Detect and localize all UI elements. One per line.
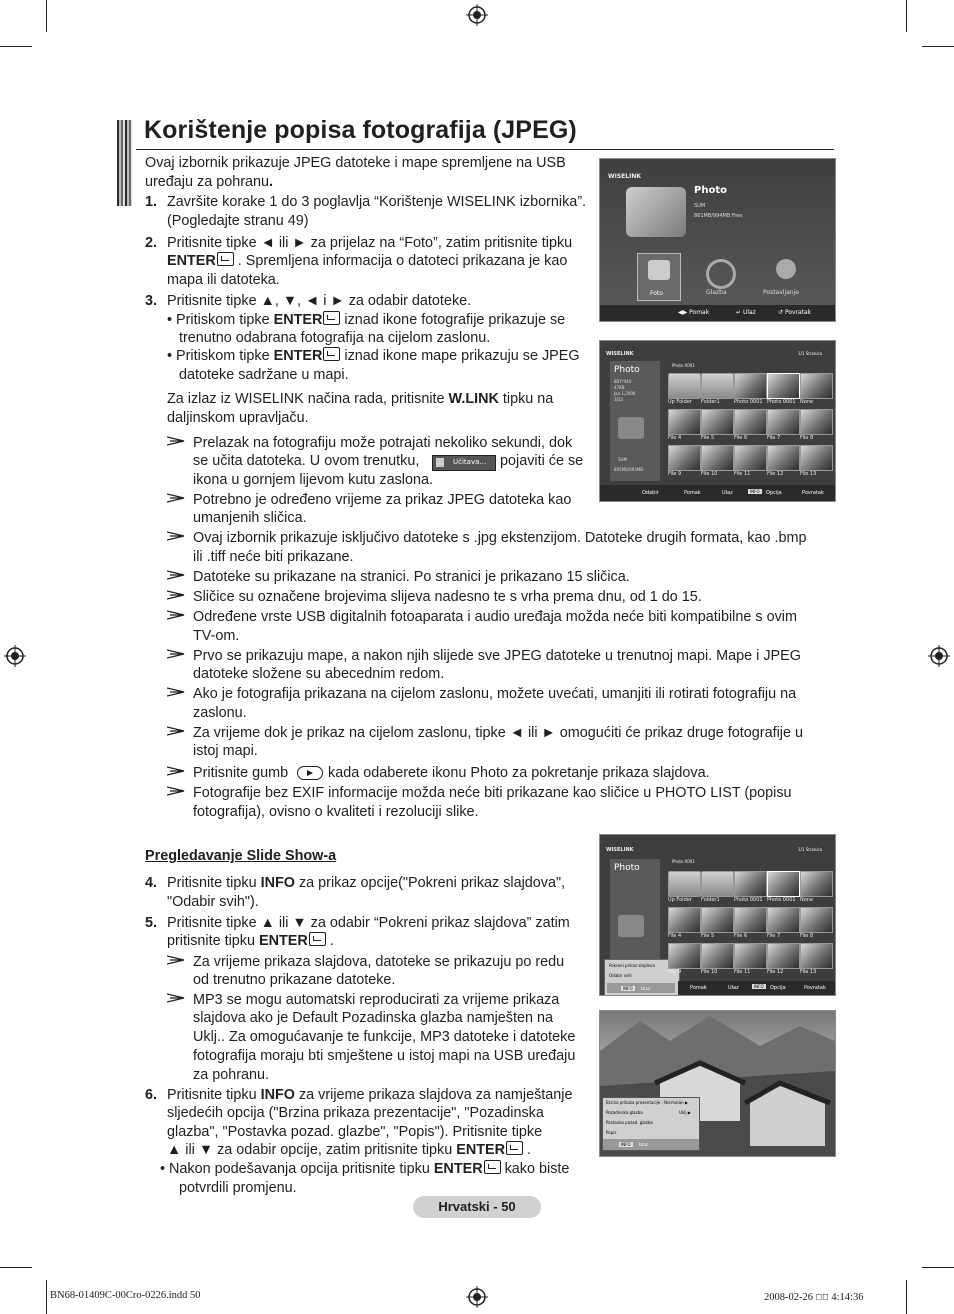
enter-icon bbox=[484, 1160, 501, 1174]
crop-mark bbox=[922, 1267, 954, 1268]
crop-mark bbox=[906, 1280, 907, 1314]
nav-pomak: Pomak bbox=[690, 985, 707, 991]
crop-mark bbox=[906, 0, 907, 32]
thumbnail-caption: File 11 bbox=[734, 969, 751, 975]
note-text: Ako je fotografija prikazana na cijelom zaslonu, možete uvećati, umanjiti ili rotirati fotografiju na bbox=[193, 686, 797, 702]
photo-thumbnail[interactable] bbox=[668, 445, 701, 471]
note-text: od trenutno prikazane datoteke. bbox=[193, 972, 396, 988]
thumbnail-caption: None bbox=[800, 897, 814, 903]
print-slug-date: 2008-02-26 ﾿﾿ 4:14:36 bbox=[764, 1292, 864, 1303]
step-text: Pritisnite tipke ▲, ▼, ◄ i ► za odabir datoteke. bbox=[167, 293, 472, 309]
tab-foto[interactable]: Foto bbox=[637, 253, 681, 301]
info-panel: Photo bbox=[610, 859, 660, 959]
note-text: za pohranu. bbox=[193, 1067, 270, 1083]
intro-line: Ovaj izbornik prikazuje JPEG datoteke i mape spremljene na USB bbox=[145, 155, 566, 171]
thumbnail-caption: File 6 bbox=[734, 933, 748, 939]
note-text: umanjenih sličica. bbox=[193, 510, 307, 526]
note-text: Uklj.. Za omogućavanje te funkcije, MP3 datoteke i datoteke bbox=[193, 1029, 576, 1045]
thumbnail-caption: Photo 0001 bbox=[767, 399, 796, 405]
note-text: pojaviti će se bbox=[500, 453, 584, 469]
info-badge: INFO bbox=[623, 986, 633, 991]
note-text: Za vrijeme dok je prikaz na cijelom zaslonu, tipke ◄ ili ► omogućiti će prikaz druge fotografije u bbox=[193, 725, 803, 741]
photo-thumbnail[interactable] bbox=[767, 871, 800, 897]
photo-thumbnail[interactable] bbox=[767, 373, 800, 399]
screen-navbar bbox=[600, 305, 835, 321]
thumbnail-caption: File 4 bbox=[668, 933, 682, 939]
enter-icon bbox=[309, 932, 326, 946]
photo-thumbnail[interactable] bbox=[668, 943, 701, 969]
step-number: 4. bbox=[145, 875, 158, 891]
note-text: MP3 se mogu automatski reproducirati za vrijeme prikaza bbox=[193, 992, 560, 1008]
step-text: ▲ ili ▼ za odabir opcije, zatim pritisnite tipku ENTER . bbox=[167, 1142, 532, 1158]
crop-mark bbox=[46, 1280, 47, 1314]
exit-text: Za izlaz iz WISELINK načina rada, pritisnite W.LINK tipku na bbox=[167, 391, 554, 407]
note-text: se učita datoteka. U ovom trenutku, bbox=[193, 453, 420, 469]
note-arrow-icon bbox=[167, 993, 185, 1003]
title-rule bbox=[136, 149, 834, 150]
photo-list-menu-screen: WISELINK 1/1 Stranica Photo Photo 0001 Pokreni prikaz slajdova Odabir svih INFO Izlaz Pomak Ulaz INFO Opcija Povratak Up Folder Folder1 Photo 0001 Photo 0001 None File 4 File 5 File 6 File 7 File 8 File 9 File 10 File 11 File 12 File 13 bbox=[599, 834, 836, 996]
crop-mark bbox=[0, 1267, 32, 1268]
step-number: 1. bbox=[145, 194, 158, 210]
wiselink-logo: WISELINK bbox=[608, 173, 641, 180]
crop-mark bbox=[0, 46, 32, 47]
note-arrow-icon bbox=[167, 493, 185, 503]
loading-badge: Učitava... bbox=[432, 455, 496, 471]
note-text: Datoteke su prikazane na stranici. Po stranici je prikazano 15 sličica. bbox=[193, 569, 630, 585]
note-text: Za vrijeme prikaza slajdova, datoteke se prikazuju po redu bbox=[193, 954, 565, 970]
thumbnail-caption: File 4 bbox=[668, 435, 682, 441]
hourglass-icon bbox=[436, 458, 444, 467]
nav-ulaz: Ulaz bbox=[722, 490, 733, 496]
nav-odabir: Odabir bbox=[642, 490, 659, 496]
thumbnail-caption: File 12 bbox=[767, 969, 784, 975]
exit-text: daljinskom upravljaču. bbox=[167, 410, 309, 426]
thumbnail-caption: Photo 0001 bbox=[767, 897, 796, 903]
title-decoration bbox=[117, 120, 132, 206]
thumbnail-caption: None bbox=[800, 399, 814, 405]
nav-ulaz: ↵ Ulaz bbox=[736, 309, 756, 316]
photo-icon bbox=[648, 260, 670, 280]
step-text: pritisnite tipku ENTER . bbox=[167, 933, 334, 949]
note-text: ili .tiff neće biti prikazane. bbox=[193, 549, 354, 565]
note-text: ikona u gornjem lijevom kutu zaslona. bbox=[193, 472, 433, 488]
wiselink-logo: WISELINK bbox=[606, 351, 634, 357]
thumbnail-caption: File 9 bbox=[668, 471, 682, 477]
tab-glazba[interactable]: Glazba bbox=[706, 289, 727, 296]
note-arrow-icon bbox=[167, 687, 185, 697]
nav-opcija: Opcija bbox=[766, 490, 782, 496]
thumbnail-caption: File 5 bbox=[701, 435, 715, 441]
registration-mark-icon bbox=[4, 645, 26, 667]
photo-thumbnail[interactable] bbox=[800, 871, 833, 897]
note-arrow-icon bbox=[167, 786, 185, 796]
crop-mark bbox=[46, 0, 47, 32]
note-text: Fotografije bez EXIF informacije možda neće biti prikazane kao sličice u PHOTO LIST (popisu bbox=[193, 785, 792, 801]
photo-thumbnail[interactable] bbox=[800, 445, 833, 471]
nav-pomak: Pomak bbox=[684, 490, 701, 496]
note-arrow-icon bbox=[167, 590, 185, 600]
note-text: datoteke složene su abecednim redom. bbox=[193, 666, 445, 682]
enter-icon bbox=[506, 1141, 523, 1155]
photo-thumbnail[interactable] bbox=[800, 409, 833, 435]
step-number: 3. bbox=[145, 293, 158, 309]
nav-info-badge: INFO bbox=[754, 984, 764, 989]
photo-thumbnail[interactable] bbox=[734, 373, 767, 399]
thumbnail-caption: File 7 bbox=[767, 435, 781, 441]
photo-thumbnail[interactable] bbox=[701, 907, 734, 933]
camera-icon bbox=[618, 915, 644, 937]
page-number-badge: Hrvatski - 50 bbox=[413, 1196, 541, 1218]
photo-thumbnail[interactable] bbox=[668, 907, 701, 933]
registration-mark-icon bbox=[466, 1286, 488, 1308]
intro-line: uređaju za pohranu. bbox=[145, 174, 274, 190]
tab-postavljanje[interactable]: Postavljanje bbox=[763, 289, 799, 296]
step-text: mapa ili datoteka. bbox=[167, 272, 280, 288]
step-text: Pritisnite tipku INFO za vrijeme prikaza slajdova za namještanje bbox=[167, 1087, 573, 1103]
thumbnail-caption: File 7 bbox=[767, 933, 781, 939]
photo-thumbnail[interactable] bbox=[701, 943, 734, 969]
crop-mark bbox=[922, 46, 954, 47]
registration-mark-icon bbox=[466, 4, 488, 26]
wiselink-main-screen: WISELINK Photo SUM 861MB/994MB Free Foto Glazba Postavljanje ◀▶ Pomak ↵ Ulaz ↺ Povratak bbox=[599, 158, 836, 322]
thumbnail-caption: File 10 bbox=[701, 969, 718, 975]
photo-thumbnail[interactable] bbox=[800, 373, 833, 399]
option-list[interactable]: Popis bbox=[606, 1130, 617, 1135]
registration-mark-icon bbox=[928, 645, 950, 667]
note-text: Pritisnite gumb bbox=[193, 765, 289, 781]
thumbnail-caption: Folder1 bbox=[701, 399, 720, 405]
nav-opcija: Opcija bbox=[770, 985, 786, 991]
photo-thumbnail[interactable] bbox=[734, 907, 767, 933]
page-title: Korištenje popisa fotografija (JPEG) bbox=[144, 116, 577, 144]
bullet-text: • Pritiskom tipke ENTER iznad ikone mape prikazuju se JPEG bbox=[167, 348, 580, 364]
bullet-text: trenutno odabrana fotografija na cijelom zaslonu. bbox=[179, 330, 491, 346]
note-arrow-icon bbox=[167, 766, 185, 776]
section-heading: Pregledavanje Slide Show-a bbox=[145, 848, 337, 864]
nav-ulaz: Ulaz bbox=[728, 985, 739, 991]
info-badge: INFO bbox=[621, 1142, 631, 1147]
thumbnail-caption: Folder1 bbox=[701, 897, 720, 903]
note-arrow-icon bbox=[167, 436, 185, 446]
headphones-icon bbox=[706, 259, 736, 289]
bullet-text: • Nakon podešavanja opcija pritisnite tipku ENTER kako biste bbox=[160, 1161, 570, 1177]
nav-povratak: Povratak bbox=[802, 490, 824, 496]
photo-thumbnail[interactable] bbox=[734, 943, 767, 969]
step-text: ENTER . Spremljena informacija o datoteci prikazana je kao bbox=[167, 253, 568, 269]
thumbnail-caption: File 11 bbox=[734, 471, 751, 477]
thumbnail-caption: File 13 bbox=[800, 471, 817, 477]
enter-icon bbox=[323, 347, 340, 361]
step-text: (Pogledajte stranu 49) bbox=[167, 213, 309, 229]
thumbnail-caption: File 13 bbox=[800, 969, 817, 975]
thumbnail-caption: File 5 bbox=[701, 933, 715, 939]
options-menu: Pokreni prikaz slajdova Odabir svih INFO Izlaz bbox=[604, 959, 680, 996]
nav-info-badge: INFO bbox=[750, 489, 760, 494]
note-text: Ovaj izbornik prikazuje isključivo datoteke s .jpg ekstenzijom. Datoteke drugih formata, kao .bmp bbox=[193, 530, 807, 546]
note-text: istoj mapi. bbox=[193, 743, 258, 759]
photo-thumbnail[interactable] bbox=[734, 409, 767, 435]
photo-thumbnail[interactable] bbox=[767, 907, 800, 933]
photo-thumbnail[interactable] bbox=[701, 445, 734, 471]
screen-navbar bbox=[678, 981, 835, 995]
note-text: Potrebno je određeno vrijeme za prikaz JPEG datoteka kao bbox=[193, 492, 572, 508]
folder-thumbnail[interactable] bbox=[701, 871, 734, 897]
note-text: Sličice su označene brojevima slijeva nadesno te s vrha prema dnu, od 1 do 15. bbox=[193, 589, 702, 605]
folder-thumbnail[interactable] bbox=[668, 871, 701, 897]
photo-thumbnail[interactable] bbox=[800, 943, 833, 969]
thumbnail-caption: File 12 bbox=[767, 471, 784, 477]
note-text: slajdova ako je Default Pozadinska glazba namješten na bbox=[193, 1010, 553, 1026]
photo-thumbnail[interactable] bbox=[767, 943, 800, 969]
note-arrow-icon bbox=[167, 570, 185, 580]
step-text: Pritisnite tipku INFO za prikaz opcije("Pokreni prikaz slajdova", bbox=[167, 875, 566, 891]
play-button-icon bbox=[297, 766, 323, 780]
camera-icon bbox=[626, 187, 686, 237]
enter-icon bbox=[323, 311, 340, 325]
note-text: zaslonu. bbox=[193, 705, 247, 721]
enter-icon bbox=[217, 252, 234, 266]
note-arrow-icon bbox=[167, 726, 185, 736]
note-arrow-icon bbox=[167, 610, 185, 620]
step-number: 5. bbox=[145, 915, 158, 931]
thumbnail-caption: File 8 bbox=[800, 435, 814, 441]
thumbnail-caption: Up Folder bbox=[668, 897, 692, 903]
note-text: fotografija moraju bti smještene u istoj mapi na USB uređaju bbox=[193, 1048, 576, 1064]
photo-thumbnail[interactable] bbox=[767, 409, 800, 435]
option-bg-music[interactable]: Pozadinska glazba bbox=[606, 1110, 643, 1115]
menu-item-select-all[interactable]: Odabir svih bbox=[609, 973, 632, 978]
folder-thumbnail[interactable] bbox=[668, 373, 701, 399]
thumbnail-caption: File 10 bbox=[701, 471, 718, 477]
photo-thumbnail[interactable] bbox=[800, 907, 833, 933]
note-arrow-icon bbox=[167, 649, 185, 659]
note-text: Prelazak na fotografiju može potrajati nekoliko sekundi, dok bbox=[193, 435, 573, 451]
step-number: 6. bbox=[145, 1087, 158, 1103]
page-indicator: 1/1 Stranica bbox=[798, 351, 823, 356]
photo-thumbnail[interactable] bbox=[734, 871, 767, 897]
note-text: TV-om. bbox=[193, 628, 240, 644]
note-text: fotografija), ovisno o kvaliteti i rezoluciji slike. bbox=[193, 804, 479, 820]
nav-povratak: Povratak bbox=[804, 985, 826, 991]
thumbnail-caption: Photo 0001 bbox=[734, 399, 763, 405]
bullet-text: • Pritiskom tipke ENTER iznad ikone fotografije prikazuje se bbox=[167, 312, 566, 328]
step-text: Pritisnite tipke ◄ ili ► za prijelaz na “Foto”, zatim pritisnite tipku bbox=[167, 235, 573, 251]
step-number: 2. bbox=[145, 235, 158, 251]
option-speed[interactable]: Brzina prikaza prezentacije : Normalan ▶ bbox=[606, 1100, 688, 1105]
step-text: glazba", "Postavka pozad. glazbe", "Popis"). Pritisnite tipke bbox=[167, 1124, 543, 1140]
photo-list-screen: WISELINK 1/1 Stranica Photo 887*440 47KB Jan 1,2008 3/22 SUM 895MB/993MB Photo 0001 Odabir Pomak Ulaz INFO Opcija Povratak Up Folder Folder1 Photo 0001 Photo 0001 None File 4 File 5 File 6 File 7 File 8 File 9 File 10 File 11 File 12 File 13 bbox=[599, 340, 836, 502]
note-arrow-icon bbox=[167, 531, 185, 541]
page-indicator: 1/1 Stranica bbox=[798, 847, 823, 852]
photo-thumbnail[interactable] bbox=[734, 445, 767, 471]
photo-thumbnail[interactable] bbox=[668, 409, 701, 435]
screen-navbar bbox=[600, 485, 835, 501]
camera-icon bbox=[618, 417, 644, 439]
slideshow-screen bbox=[599, 1010, 836, 1157]
thumbnail-caption: File 8 bbox=[800, 933, 814, 939]
folder-thumbnail[interactable] bbox=[701, 373, 734, 399]
thumbnail-caption: File 9 bbox=[668, 969, 682, 975]
photo-thumbnail[interactable] bbox=[767, 445, 800, 471]
nav-povratak: ↺ Povratak bbox=[778, 309, 812, 316]
thumbnail-caption: File 6 bbox=[734, 435, 748, 441]
step-text: Pritisnite tipke ▲ ili ▼ za odabir “Pokreni prikaz slajdova” zatim bbox=[167, 915, 570, 931]
step-text: sljedećih opcija ("Brzina prikaza prezentacije", "Pozadinska bbox=[167, 1105, 544, 1121]
settings-icon bbox=[776, 259, 796, 279]
wiselink-logo: WISELINK bbox=[606, 847, 634, 853]
note-arrow-icon bbox=[167, 955, 185, 965]
step-text: "Odabir svih"). bbox=[167, 894, 259, 910]
note-text: Određene vrste USB digitalnih fotoaparata i audio uređaja možda neće biti kompatibilne s ovim bbox=[193, 609, 797, 625]
bullet-text: potvrdili promjenu. bbox=[179, 1180, 297, 1196]
print-slug-file: BN68-01409C-00Cro-0226.indd 50 bbox=[50, 1290, 201, 1301]
slideshow-options-menu: Brzina prikaza prezentacije : Normalan ▶ Pozadinska glazba Uklj ▶ Postavka pozad. glazbe Popis INFO Izlaz bbox=[602, 1097, 700, 1151]
thumbnail-caption: Photo 0001 bbox=[734, 897, 763, 903]
thumbnail-caption: Up Folder bbox=[668, 399, 692, 405]
info-panel: Photo 887*440 47KB Jan 1,2008 3/22 SUM 895MB/993MB bbox=[610, 361, 660, 481]
photo-thumbnail[interactable] bbox=[701, 409, 734, 435]
option-bg-music-settings[interactable]: Postavka pozad. glazbe bbox=[606, 1120, 653, 1125]
note-text: kada odaberete ikonu Photo za pokretanje prikaza slajdova. bbox=[328, 765, 710, 781]
bullet-text: datoteke sadržane u mapi. bbox=[179, 367, 349, 383]
nav-pomak: ◀▶ Pomak bbox=[678, 309, 710, 316]
note-text: Prvo se prikazuju mape, a nakon njih slijede sve JPEG datoteke u trenutnoj mapi. Mape i JPEG bbox=[193, 648, 801, 664]
menu-item-slideshow[interactable]: Pokreni prikaz slajdova bbox=[609, 963, 655, 968]
step-text: Završite korake 1 do 3 poglavlja “Korištenje WISELINK izbornika”. bbox=[167, 194, 587, 210]
